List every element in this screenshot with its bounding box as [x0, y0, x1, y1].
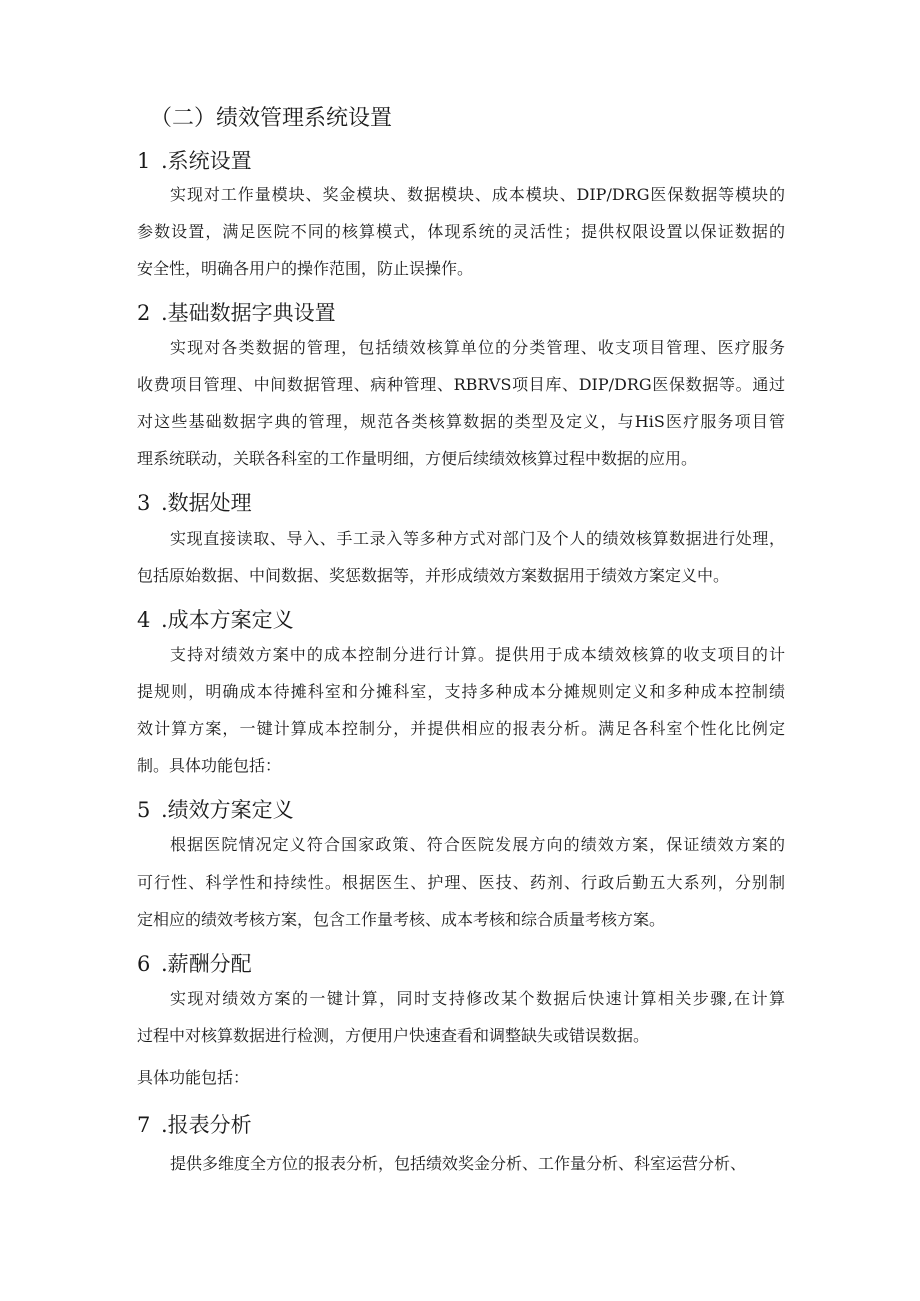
heading-cost-scheme: [137, 605, 294, 635]
paragraph-line: 参数设置，满足医院不同的核算模式，体现系统的灵活性；提供权限设置以保证数据的: [137, 222, 785, 241]
heading-data-processing: [137, 488, 252, 518]
heading-title: .报表分析: [161, 1113, 252, 1137]
paragraph-line: 效计算方案，一键计算成本控制分，并提供相应的报表分析。满足各科室个性化比例定: [137, 719, 785, 738]
heading-basic-data-dictionary: [137, 298, 336, 328]
paragraph-line: 包括原始数据、中间数据、奖惩数据等，并形成绩效方案数据用于绩效方案定义中。: [137, 566, 730, 585]
paragraph-line: 收费项目管理、中间数据管理、病种管理、RBRVS项目库、DIP/DRG医保数据等。通过: [137, 375, 785, 394]
heading-title: .绩效方案定义: [161, 798, 294, 822]
paragraph-line: 实现对绩效方案的一键计算，同时支持修改某个数据后快速计算相关步骤,在计算: [170, 989, 785, 1008]
paragraph-line: 对这些基础数据字典的管理，规范各类核算数据的类型及定义，与HiS医疗服务项目管: [137, 412, 785, 431]
paragraph-line: 实现对工作量模块、奖金模块、数据模块、成本模块、DIP/DRG医保数据等模块的: [170, 185, 785, 204]
heading-title: .基础数据字典设置: [161, 301, 336, 325]
heading-title: .系统设置: [161, 149, 252, 173]
paragraph-line: 支持对绩效方案中的成本控制分进行计算。提供用于成本绩效核算的收支项目的计: [170, 645, 785, 664]
paragraph-line: 提规则，明确成本待摊科室和分摊科室，支持多种成本分摊规则定义和多种成本控制绩: [137, 682, 785, 701]
heading-system-settings: [137, 146, 252, 176]
section-title: （二）绩效管理系统设置: [150, 106, 393, 131]
paragraph-line: 根据医院情况定义符合国家政策、符合医院发展方向的绩效方案，保证绩效方案的: [170, 835, 785, 854]
heading-title: .薪酬分配: [161, 952, 252, 976]
heading-number: 2: [137, 301, 151, 325]
heading-number: 5: [137, 798, 151, 822]
paragraph-line: 可行性、科学性和持续性。根据医生、护理、医技、药剂、行政后勤五大系列，分别制: [137, 873, 785, 892]
heading-number: 7: [137, 1113, 151, 1137]
heading-report-analysis: [137, 1110, 252, 1140]
heading-salary-distribution: [137, 949, 252, 979]
heading-title: .成本方案定义: [161, 608, 294, 632]
heading-number: 6: [137, 952, 151, 976]
paragraph-line-functions: 具体功能包括：: [137, 1068, 250, 1087]
heading-title: .数据处理: [161, 491, 252, 515]
paragraph-line: 制。具体功能包括：: [137, 756, 282, 775]
paragraph-line: 定相应的绩效考核方案，包含工作量考核、成本考核和综合质量考核方案。: [137, 910, 666, 929]
paragraph-line: 提供多维度全方位的报表分析，包括绩效奖金分析、工作量分析、科室运营分析、: [170, 1154, 747, 1173]
paragraph-line: 理系统联动，关联各科室的工作量明细，方便后续绩效核算过程中数据的应用。: [137, 449, 698, 468]
paragraph-line: 实现直接读取、导入、手工录入等多种方式对部门及个人的绩效核算数据进行处理，: [170, 529, 785, 548]
paragraph-line: 安全性，明确各用户的操作范围，防止误操作。: [137, 259, 474, 278]
heading-number: 4: [137, 608, 151, 632]
heading-performance-scheme: [137, 795, 294, 825]
heading-number: 1: [137, 149, 151, 173]
paragraph-line: 实现对各类数据的管理，包括绩效核算单位的分类管理、收支项目管理、医疗服务: [170, 338, 785, 357]
heading-number: 3: [137, 491, 151, 515]
paragraph-line: 过程中对核算数据进行检测，方便用户快速查看和调整缺失或错误数据。: [137, 1026, 650, 1045]
